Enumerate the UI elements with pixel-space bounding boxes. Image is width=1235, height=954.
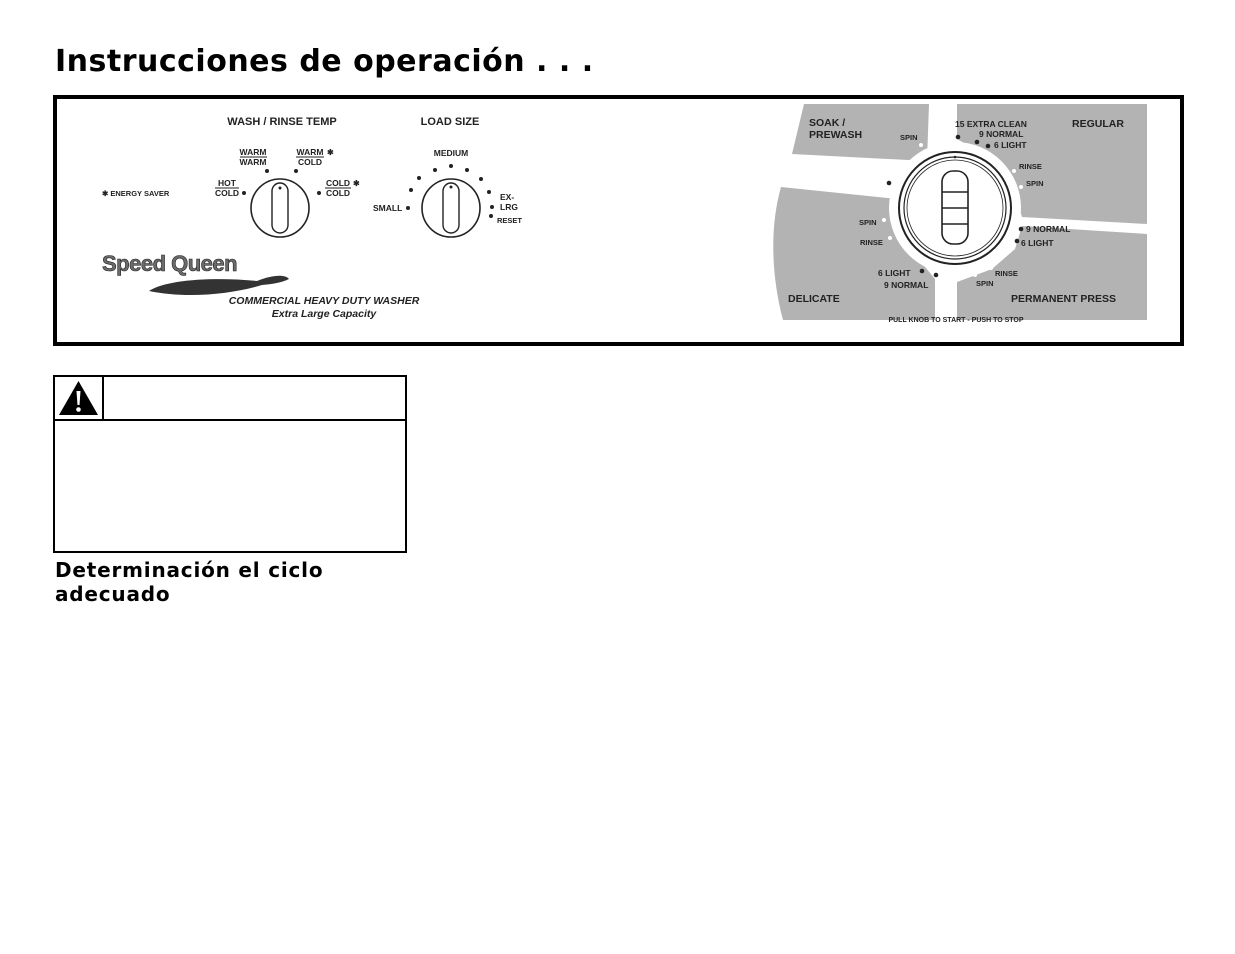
regular-extra-clean-dot [956, 135, 961, 140]
temp-knob[interactable] [251, 179, 309, 237]
temp-cold-cold-star: ✱ [353, 179, 360, 188]
regular-spin-dot [1019, 185, 1023, 189]
delicate-light-dot [920, 269, 925, 274]
load-small-label: SMALL [373, 203, 403, 213]
permanent-press-label: PERMANENT PRESS [1011, 293, 1117, 305]
brand-capacity: Extra Large Capacity [271, 308, 377, 320]
brand-logo: Speed Queen [102, 251, 238, 276]
perm-light-dot [1015, 239, 1020, 244]
load-header: LOAD SIZE [420, 116, 480, 128]
section-heading: Determinación el ciclo adecuado [55, 558, 324, 606]
regular-light-dot [986, 144, 991, 149]
delicate-normal: 9 NORMAL [884, 280, 929, 290]
perm-spin-dot [973, 273, 977, 277]
brand-model: COMMERCIAL HEAVY DUTY WASHER [228, 295, 420, 307]
temp-hot-cold-line2: COLD [214, 188, 240, 198]
temp-cold-cold-line1: COLD [325, 178, 351, 188]
regular-rinse: RINSE [1019, 162, 1042, 171]
temp-hot-cold-line1: HOT [218, 178, 236, 188]
delicate-rinse: RINSE [860, 238, 883, 247]
load-exlrg-label-2: LRG [500, 202, 518, 212]
soak-spin-dot [919, 143, 923, 147]
brand-swoosh-graphic [149, 276, 289, 295]
pull-knob-instruction: PULL KNOB TO START - PUSH TO STOP [888, 317, 1024, 324]
perm-rinse-dot [989, 266, 993, 270]
load-knob[interactable] [422, 179, 480, 237]
control-panel-graphic [57, 99, 1180, 342]
temp-warm-cold-line2: COLD [297, 157, 323, 167]
warning-header [55, 377, 405, 421]
temp-dot-hot-cold [242, 191, 246, 195]
perm-spin: SPIN [976, 279, 994, 288]
soak-label-2: PREWASH [809, 129, 863, 141]
perm-normal: 9 NORMAL [1026, 224, 1071, 234]
temp-cold-cold-line2: COLD [325, 188, 351, 198]
delicate-spin-dot [882, 218, 886, 222]
temp-dot-warm-cold [294, 169, 298, 173]
soak-label-1: SOAK / [809, 117, 846, 129]
delicate-label: DELICATE [788, 293, 840, 305]
temp-header: WASH / RINSE TEMP [227, 116, 337, 128]
delicate-light: 6 LIGHT [878, 268, 911, 278]
page-title: Instrucciones de operación . . . [55, 44, 594, 79]
load-reset-label: RESET [497, 216, 523, 225]
control-panel [53, 95, 1184, 346]
delicate-normal-dot [934, 273, 939, 278]
regular-label: REGULAR [1072, 118, 1124, 130]
perm-light: 6 LIGHT [1021, 238, 1054, 248]
temp-warm-cold-line1: WARM [296, 147, 324, 157]
temp-dot-warm-warm [265, 169, 269, 173]
delicate-spin: SPIN [859, 218, 877, 227]
perm-rinse: RINSE [995, 269, 1018, 278]
perm-normal-dot [1019, 227, 1024, 232]
regular-light: 6 LIGHT [994, 140, 1027, 150]
energy-saver-note: ✱ ENERGY SAVER [102, 189, 170, 198]
regular-normal-dot [975, 140, 980, 145]
warning-box [53, 375, 407, 553]
temp-warm-warm-line1: WARM [239, 147, 267, 157]
regular-normal: 9 NORMAL [979, 129, 1024, 139]
warning-icon-cell [55, 377, 104, 419]
delicate-rinse-dot [888, 236, 892, 240]
temp-warm-warm-line2: WARM [239, 157, 267, 167]
soak-start-dot [887, 181, 892, 186]
regular-rinse-dot [1012, 169, 1016, 173]
regular-extra-clean: 15 EXTRA CLEAN [955, 119, 1027, 129]
load-exlrg-label-1: EX- [500, 192, 515, 202]
cycle-knob[interactable] [899, 152, 1011, 264]
temp-warm-cold-star: ✱ [327, 148, 334, 157]
warning-triangle-icon [55, 377, 102, 419]
soak-spin-label: SPIN [900, 133, 918, 142]
regular-spin: SPIN [1026, 179, 1044, 188]
temp-dot-cold-cold [317, 191, 321, 195]
load-medium-label: MEDIUM [433, 148, 469, 158]
